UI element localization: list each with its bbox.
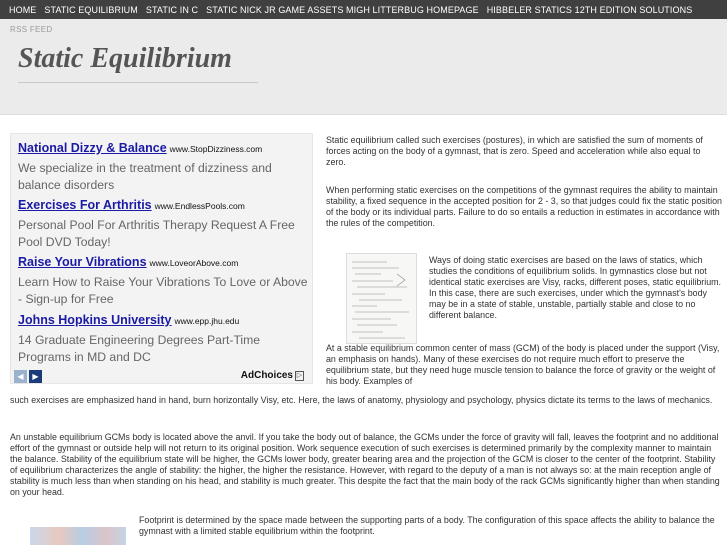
ad-item (18, 253, 308, 307)
ad-description: Learn How to Raise Your Vibrations To Love or Above - Sign-up for Free (18, 275, 308, 306)
ad-url[interactable]: www.LoveorAbove.com (149, 258, 239, 268)
ad-heading (18, 253, 308, 271)
ad-title-link[interactable]: Johns Hopkins University (18, 313, 172, 327)
adchoices-link[interactable] (241, 370, 304, 381)
anatomy-image (30, 527, 126, 545)
article-paragraph: Static equilibrium called such exercises (postures), in which are satisfied the sum of moments of forces acting on the body of a gymnast, that is zero. Speed and acceleration while also equal to zero. (326, 135, 703, 167)
nav-static-equilibrium[interactable]: STATIC EQUILIBRIUM (44, 4, 138, 15)
article-paragraph: An unstable equilibrium GCMs body is located above the anvil. If you take the body out of balance, the GCMs under the force of gravity will fall, leaves the footprint and no additional effort of the gymnast or outside help will not return to its original position. Work sequence execution of such exercises is determined primarily by the complexity manner to maintain the balance. Stability of the equilibrium state will be higher, the GCMs lower body, greater bearing area and the projection of the GCM is closer to the center of the footprint. Stability of equilibrium characterizes the angle of stability: the higher, the higher the resistance. However, with regard to the deputy of a man is not always so: at the main reception angle of stability is much less than when standing on his head, and stability is much greater. This despite the fact that the main body of the rack GCMs significantly higher than when standing on your head. (10, 432, 720, 497)
ad-description: We specialize in the treatment of dizziness and balance disorders (18, 161, 272, 192)
article-paragraph-continued: such exercises are emphasized hand in hand, burn horizontally Visy, etc. Here, the laws of anatomy, physiology and psychology, physics dictate its terms to the laws of mechanics. (10, 395, 713, 405)
ad-heading (18, 139, 308, 157)
ad-item (18, 196, 308, 250)
nav-static-nick-jr[interactable]: STATIC NICK JR GAME ASSETS MIGH LITTERBUG HOMEPAGE (206, 4, 479, 15)
ad-block (10, 133, 313, 384)
ad-description: Personal Pool For Arthritis Therapy Request A Free Pool DVD Today! (18, 218, 295, 249)
top-navigation (0, 0, 727, 19)
article-paragraph: Footprint is determined by the space made between the supporting parts of a body. The configuration of this space affects the ability to balance the gymnast with a limited stable equilibrium within the footprint. (139, 515, 715, 536)
ad-heading (18, 196, 308, 214)
adchoices-icon: ▷ (296, 371, 303, 379)
ad-description: 14 Graduate Engineering Degrees Part-Time Programs in MD and DC (18, 333, 261, 364)
ad-url[interactable]: www.epp.jhu.edu (174, 316, 240, 326)
ad-title-link[interactable]: National Dizzy & Balance (18, 141, 167, 155)
article-paragraph: When performing static exercises on the competitions of the gymnast requires the ability to maintain stability, a fixed sequence in the accepted position for 2 - 3, so that judges could fix the static position of the body or its individual parts. Failure to do so entails a reduction in estimates in accordance with the rules of the competition. (326, 185, 722, 228)
ad-title-link[interactable]: Exercises For Arthritis (18, 198, 152, 212)
ad-url[interactable]: www.EndlessPools.com (154, 201, 245, 211)
ad-heading (18, 311, 308, 329)
ad-next-icon[interactable]: ▶ (29, 370, 42, 383)
nav-home[interactable]: HOME (9, 4, 37, 15)
article-paragraph: At a stable equilibrium common center of mass (GCM) of the body is placed under the support (Visy, an emphasis on hands). Many of these exercises do not require much effort to preserve the equilibrium state, but they need huge muscle tension to balance the force of gravity or the weight of his body. Examples of (326, 343, 720, 386)
ad-item (18, 311, 308, 365)
article-paragraph: Ways of doing static exercises are based on the laws of statics, which studies the conditions of equilibrium solids. In gymnastics close but not identical static exercises are Visy, racks, different poses, static equilibrium. In this case, there are such exercises, under which the gymnast's body may be in a state of stable, unstable, partially stable and close to no different balance. (429, 255, 722, 320)
rss-feed-link[interactable]: RSS FEED (10, 25, 53, 34)
nav-static-in-c[interactable]: STATIC IN C (145, 4, 199, 15)
title-divider (18, 82, 258, 83)
adchoices-label: AdChoices (240, 370, 293, 381)
ad-url[interactable]: www.StopDizziness.com (169, 144, 263, 154)
nav-hibbeler-statics[interactable]: HIBBELER STATICS 12TH EDITION SOLUTIONS (486, 4, 693, 15)
site-title[interactable]: Static Equilibrium (18, 43, 232, 74)
ad-item (18, 139, 308, 193)
ad-title-link[interactable]: Raise Your Vibrations (18, 255, 147, 269)
ad-pager (14, 370, 42, 383)
site-header (0, 19, 727, 115)
handwritten-notes-image (346, 253, 417, 344)
ad-prev-icon[interactable]: ◀ (14, 370, 27, 383)
